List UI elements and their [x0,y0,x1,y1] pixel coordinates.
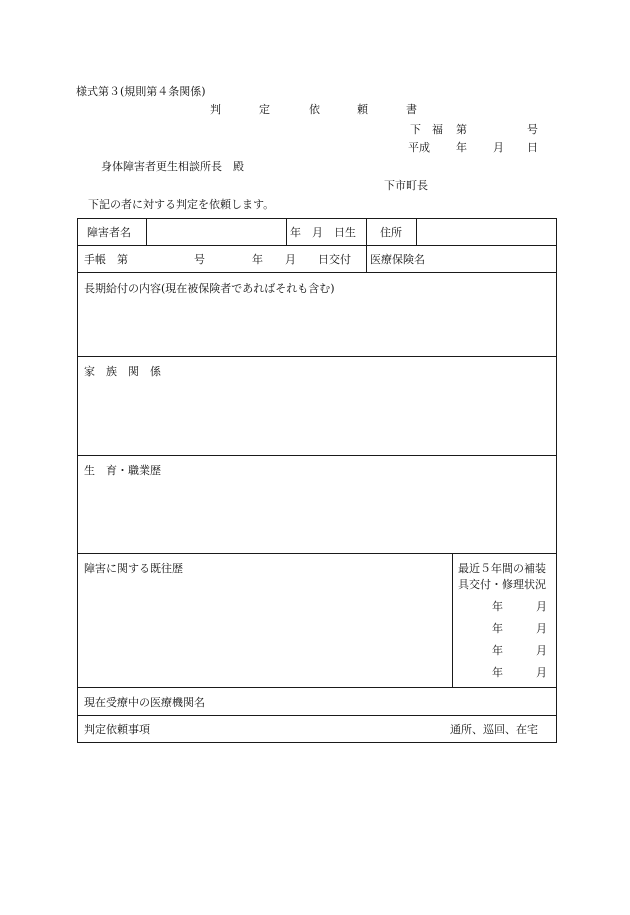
cell-divider [416,218,417,246]
cell-divider [452,553,453,688]
table-border-left [77,218,78,743]
prosthesis-date-4: 年 月 [492,666,547,679]
prosthesis-date-1: 年 月 [492,600,547,613]
judgment-request-items-label: 判定依頼事項 [84,723,150,736]
cell-divider [286,218,287,246]
row-divider [77,687,557,688]
title-char-3: 依 [309,103,320,116]
title-char-4: 頼 [357,103,368,116]
row-divider [77,272,557,273]
disabled-person-name-label: 障害者名 [87,226,131,239]
family-relations-label: 家 族 関 係 [84,365,161,378]
current-medical-institution-label: 現在受療中の医療機関名 [84,696,205,709]
form-number-label: 様式第３(規則第４条関係) [76,85,206,98]
date-year: 年 [456,141,467,154]
cell-divider [366,218,367,246]
prosthesis-status-label-1: 最近５年間の補装 [458,562,546,575]
prosthesis-date-3: 年 月 [492,644,547,657]
title-char-2: 定 [259,103,270,116]
addressee: 身体障害者更生相談所長 殿 [101,160,244,173]
title-char-5: 書 [406,103,417,116]
address-label: 住所 [380,226,402,239]
medical-insurance-label: 医療保険名 [370,253,425,266]
date-era: 平成 [408,141,430,154]
upbringing-occupation-label: 生 育・職業歴 [84,464,161,477]
table-border-right [556,218,557,743]
service-type-options: 通所、巡回、在宅 [450,723,538,736]
cell-divider [146,218,147,246]
doc-number-part-3: 第 [456,123,467,136]
doc-number-part-2: 福 [432,123,443,136]
row-divider [77,715,557,716]
date-month: 月 [493,141,504,154]
disability-history-label: 障害に関する既往歴 [84,562,183,575]
row-divider [77,553,557,554]
doc-number-part-4: 号 [527,123,538,136]
handbook-issued-date-label: 年 月 日交付 [252,253,351,266]
doc-number-part-1: 下 [410,123,421,136]
row-divider [77,356,557,357]
prosthesis-date-2: 年 月 [492,622,547,635]
handbook-number-label: 手帳 第 [84,253,128,266]
title-char-1: 判 [210,103,221,116]
table-border-top [77,218,557,219]
table-border-bottom [77,742,557,743]
sender: 下市町長 [384,179,428,192]
prosthesis-status-label-2: 具交付・修理状況 [458,578,546,591]
date-day: 日 [527,141,538,154]
birth-date-label: 年 月 日生 [290,226,356,239]
row-divider [77,455,557,456]
cell-divider [366,245,367,273]
request-text: 下記の者に対する判定を依頼します。 [88,198,275,211]
long-term-benefits-label: 長期給付の内容(現在被保険者であればそれも含む) [84,282,335,295]
handbook-go-label: 号 [194,253,205,266]
row-divider [77,245,557,246]
